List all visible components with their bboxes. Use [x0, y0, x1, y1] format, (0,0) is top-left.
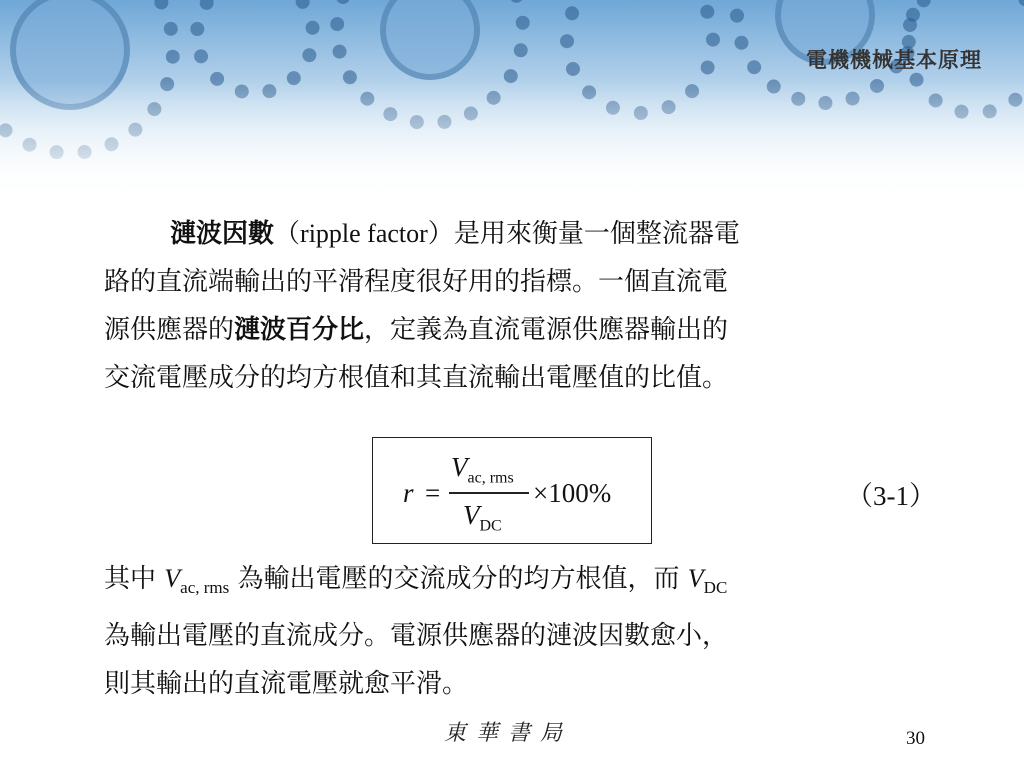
equation-number: （3-1） [846, 481, 936, 511]
numerator-var: V [451, 452, 468, 482]
header-banner [0, 0, 1024, 200]
paragraph-text: ，定義為直流電源供應器輸出的 [364, 315, 729, 345]
header-title: 電機機械基本原理 [806, 48, 982, 72]
denominator-var: V [463, 500, 480, 530]
page-number: 30 [906, 728, 925, 749]
paragraph-line: 為輸出電壓的直流成分。電源供應器的漣波因數愈小， [104, 621, 729, 652]
publisher-name: 東華書局 [444, 721, 573, 746]
paragraph-line: 則其輸出的直流電壓就愈平滑。 [104, 669, 469, 700]
banner-fade [0, 80, 1024, 200]
numerator-subscript: ac, rms [467, 469, 514, 487]
term-ripple-percentage: 漣波百分比 [234, 315, 365, 345]
paragraph-text: 為輸出電壓的交流成分的均方根值，而 [229, 564, 688, 594]
paragraph-explanation [104, 555, 924, 708]
paragraph-text: 其中 [104, 564, 165, 594]
var-v-dc: V [687, 564, 704, 593]
var-v-ac: V [164, 564, 181, 593]
formula-numerator [451, 452, 514, 487]
paragraph-line [104, 210, 924, 258]
subscript-dc: DC [703, 578, 728, 598]
paragraph-ripple-definition [104, 210, 924, 402]
formula-equals: = [425, 478, 441, 508]
english-term: ripple factor [300, 219, 428, 248]
formula-times-100: ×100% [533, 478, 612, 508]
subscript-ac-rms: ac, rms [180, 578, 230, 598]
paragraph-text: 源供應器的 [104, 315, 235, 345]
fraction-bar [449, 492, 529, 494]
paragraph-line: 交流電壓成分的均方根值和其直流輸出電壓值的比值。 [104, 363, 729, 393]
formula-lhs: r [403, 478, 414, 508]
denominator-subscript: DC [479, 517, 502, 535]
formula-box [372, 437, 652, 544]
paragraph-line: 路的直流端輸出的平滑程度很好用的指標。一個直流電 [104, 267, 729, 297]
formula-denominator [463, 500, 502, 535]
paren-open: （ [274, 219, 301, 249]
term-ripple-factor: 漣波因數 [170, 219, 275, 249]
paren-close: ） [427, 219, 454, 249]
paragraph-line [104, 555, 924, 612]
paragraph-line [104, 306, 924, 354]
paragraph-text: 是用來衡量一個整流器電 [453, 219, 740, 249]
